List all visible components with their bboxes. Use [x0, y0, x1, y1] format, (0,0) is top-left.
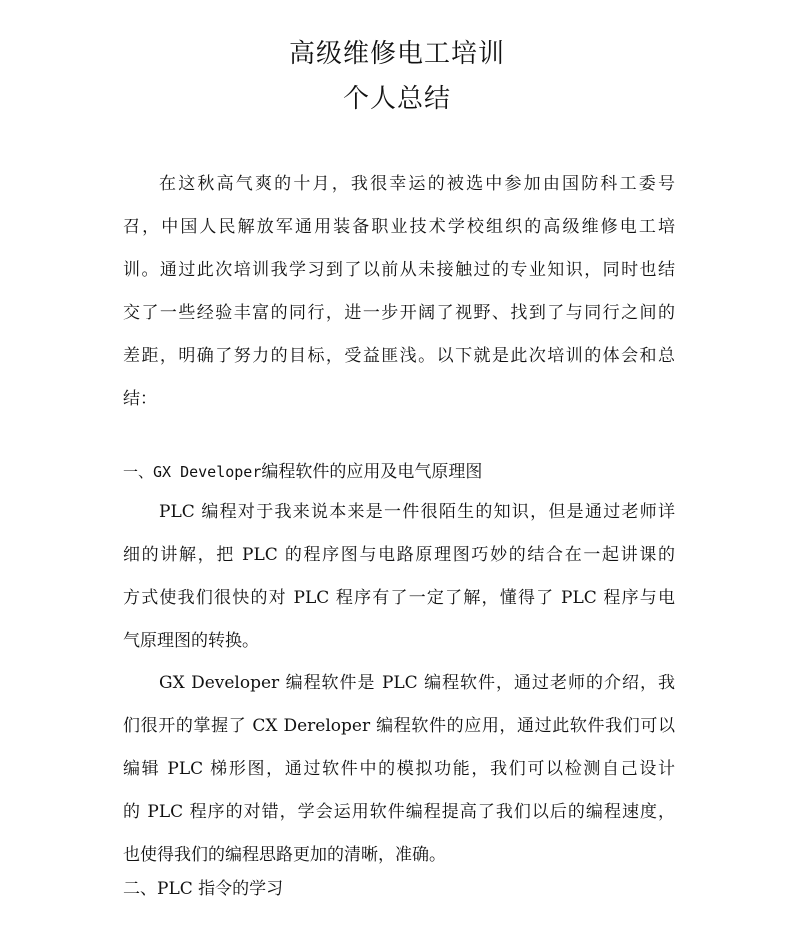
paragraph-line: PLC 编程对于我来说本来是一件很陌生的知识，但是通过老师详: [159, 502, 675, 522]
section-heading-suffix: 编程软件的应用及电气原理图: [261, 462, 483, 482]
paragraph-line: 训。通过此次培训我学习到了以前从未接触过的专业知识，同时也结: [123, 260, 675, 280]
paragraph-line: 召，中国人民解放军通用装备职业技术学校组织的高级维修电工培: [123, 217, 675, 237]
paragraph-line: 交了一些经验丰富的同行，进一步开阔了视野、找到了与同行之间的: [123, 303, 675, 323]
paragraph-line: 也使得我们的编程思路更加的清晰，准确。: [123, 845, 446, 865]
paragraph-line: 在这秋高气爽的十月，我很幸运的被选中参加由国防科工委号: [159, 174, 675, 194]
paragraph-line: 编辑 PLC 梯形图，通过软件中的模拟功能，我们可以检测自己设计: [123, 759, 675, 779]
paragraph-line: 的 PLC 程序的对错，学会运用软件编程提高了我们以后的编程速度，: [123, 802, 675, 822]
intro-paragraph: [123, 163, 675, 421]
paragraph-line: 差距，明确了努力的目标，受益匪浅。以下就是此次培训的体会和总: [123, 346, 675, 366]
paragraph-line: 气原理图的转换。: [123, 631, 259, 651]
paragraph-line: 方式使我们很快的对 PLC 程序有了一定了解，懂得了 PLC 程序与电: [123, 588, 675, 608]
section-heading-1: [123, 460, 482, 484]
paragraph-line: 们很开的掌握了 CX Dereloper 编程软件的应用，通过此软件我们可以: [123, 716, 675, 736]
section-heading-prefix: 一、GX Developer: [123, 463, 262, 481]
section-heading-2: 二、PLC 指令的学习: [123, 879, 284, 899]
section1-paragraph-2: [123, 662, 675, 877]
paragraph-line: 结：: [123, 389, 157, 409]
document-title: 高级维修电工培训: [288, 39, 505, 69]
paragraph-line: GX Developer 编程软件是 PLC 编程软件，通过老师的介绍，我: [159, 673, 675, 693]
section1-paragraph-1: [123, 491, 675, 663]
paragraph-line: 细的讲解，把 PLC 的程序图与电路原理图巧妙的结合在一起讲课的: [123, 545, 675, 565]
document-subtitle: 个人总结: [342, 84, 451, 114]
